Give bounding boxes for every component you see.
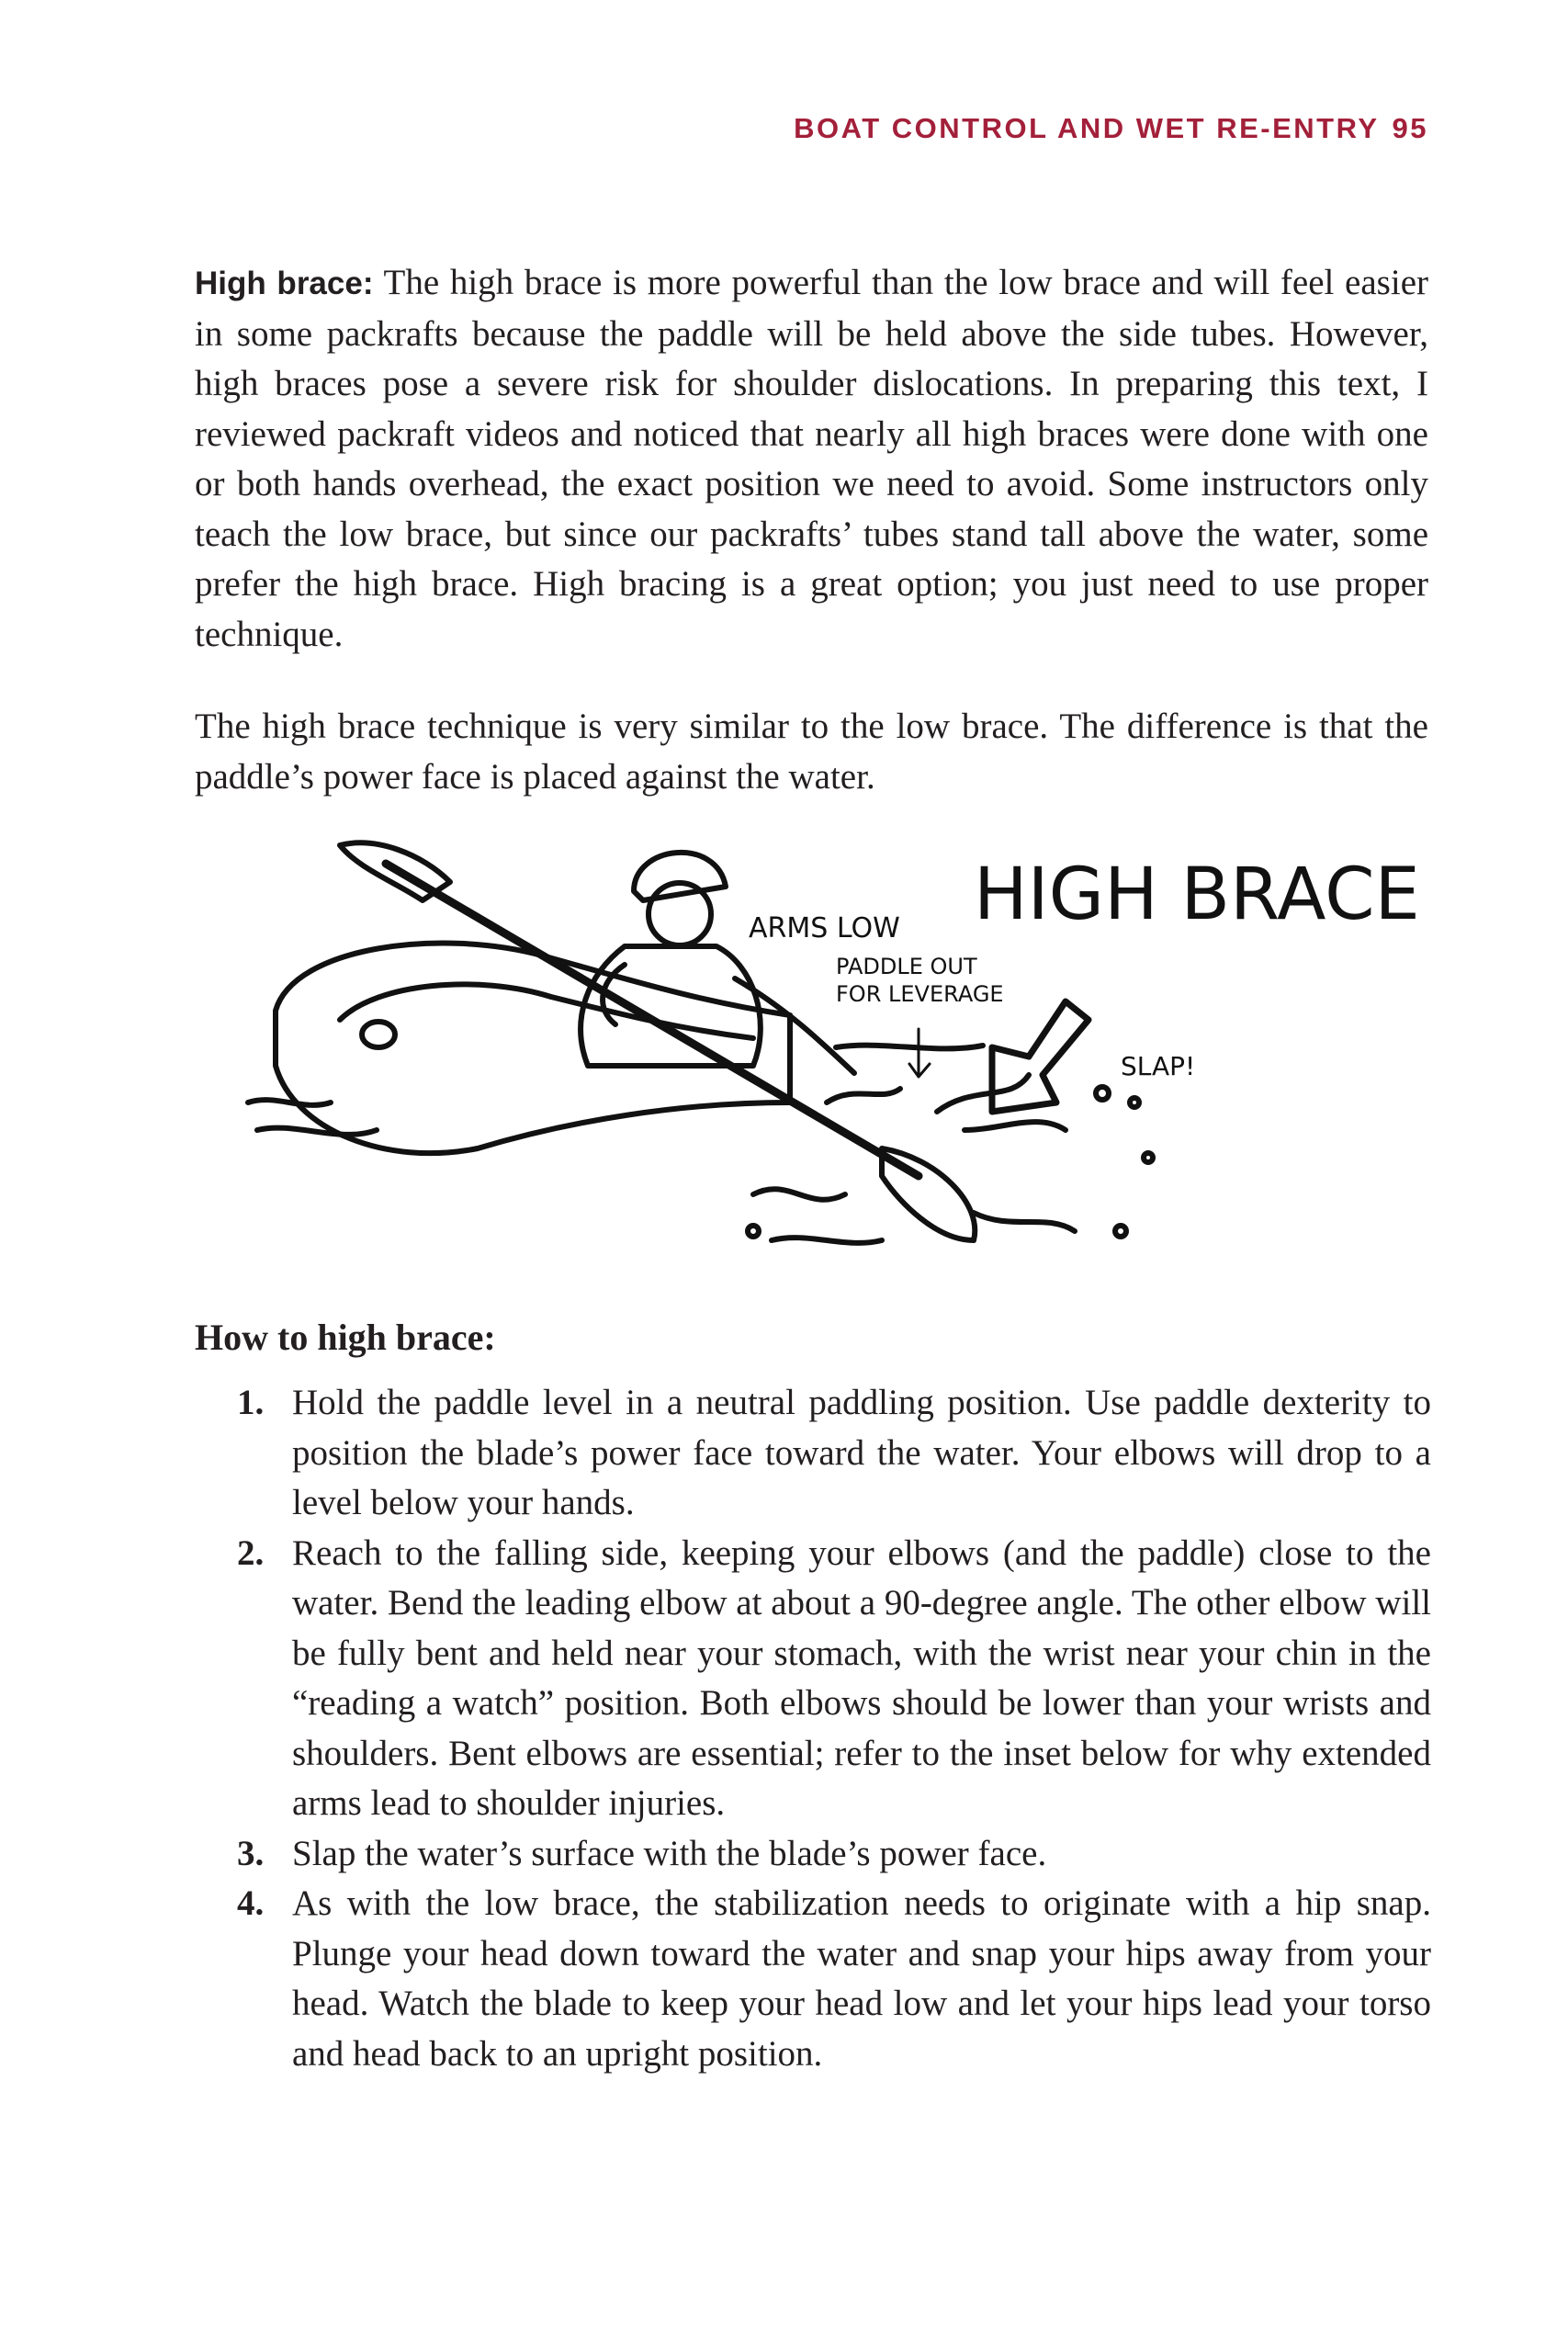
label-high-brace-title: HIGH BRACE (974, 854, 1420, 936)
packraft-inner-tube (340, 984, 753, 1038)
step-number: 2. (237, 1532, 265, 1573)
label-for-leverage: FOR LEVERAGE (836, 981, 1004, 1007)
page-number: 95 (1392, 112, 1428, 144)
illustration-drawing (239, 827, 1420, 1305)
paragraph-high-brace-body: The high brace is more powerful than the low brace and will feel easier in some packrafts because the paddle will be held above the side tubes. However, high braces pose a severe risk for shoulder dislocations. In preparing this text, I reviewed packraft videos and noticed that nearly all high braces were done with one or both hands overhead, the exact position we need to avoid. Some instructors only teach the low brace, but since our packrafts’ tubes stand tall above the water, some prefer the high brace. High bracing is a great option; you just need to use proper technique. (195, 263, 1428, 654)
splash-lower (753, 1189, 882, 1243)
step-number: 3. (237, 1833, 265, 1873)
step-item (237, 1879, 1431, 2079)
droplet (1096, 1087, 1109, 1100)
label-slap: SLAP! (1121, 1051, 1196, 1081)
droplet (1130, 1098, 1139, 1107)
step-text: Reach to the falling side, keeping your elbows (and the paddle) close to the water. Bend the leading elbow at about a 90-degree angle. The other elbow will be fully bent and held near your stomach, with the wrist near your chin in the “reading a watch” position. Both elbows should be lower than your wrists and shoulders. Bent elbows are essential; refer to the inset below for why extended arms lead to shoulder injuries. (292, 1532, 1431, 1823)
howto-steps (237, 1378, 1431, 2079)
step-text: Hold the paddle level in a neutral paddling position. Use paddle dexterity to position the blade’s power face toward the water. Your elbows will drop to a level below your hands. (292, 1383, 1431, 1522)
paragraph-technique: The high brace technique is very similar to the low brace. The difference is that the paddle’s power face is placed against the water. (195, 707, 1428, 797)
high-brace-illustration (239, 827, 1420, 1305)
valve-icon (362, 1022, 395, 1047)
step-item (237, 1529, 1431, 1829)
label-paddle-out: PADDLE OUT (836, 954, 977, 979)
step-item (237, 1829, 1431, 1880)
step-number: 1. (237, 1383, 265, 1422)
slap-arrow-icon (992, 1001, 1089, 1112)
packraft-outline (276, 944, 790, 1154)
droplet (1115, 1226, 1126, 1237)
splash (827, 1075, 1075, 1231)
running-title: BOAT CONTROL AND WET RE-ENTRY (794, 112, 1380, 144)
pointer-arrow-icon (909, 1029, 930, 1077)
helmet (634, 853, 726, 900)
step-text: Slap the water’s surface with the blade’s power face. (292, 1833, 1047, 1873)
running-header (794, 112, 1428, 145)
droplet (1144, 1153, 1153, 1162)
droplet (748, 1226, 759, 1237)
lead-in-high-brace: High brace: (195, 266, 374, 301)
step-number: 4. (237, 1883, 265, 1923)
paragraph-high-brace (195, 258, 1428, 660)
water-line-right (836, 1046, 983, 1049)
howto-heading: How to high brace: (195, 1317, 496, 1358)
step-text: As with the low brace, the stabilization needs to originate with a hip snap. Plunge your head down toward the water and snap your hips away from your head. Watch the blade to keep your head low and let your hips lead your torso and head back to an upright position. (292, 1883, 1431, 2074)
paddle-shaft (386, 864, 919, 1176)
water-line-left (248, 1100, 331, 1105)
water-line-left-2 (257, 1128, 377, 1135)
label-arms-low: ARMS LOW (749, 912, 900, 944)
step-item (237, 1378, 1431, 1529)
